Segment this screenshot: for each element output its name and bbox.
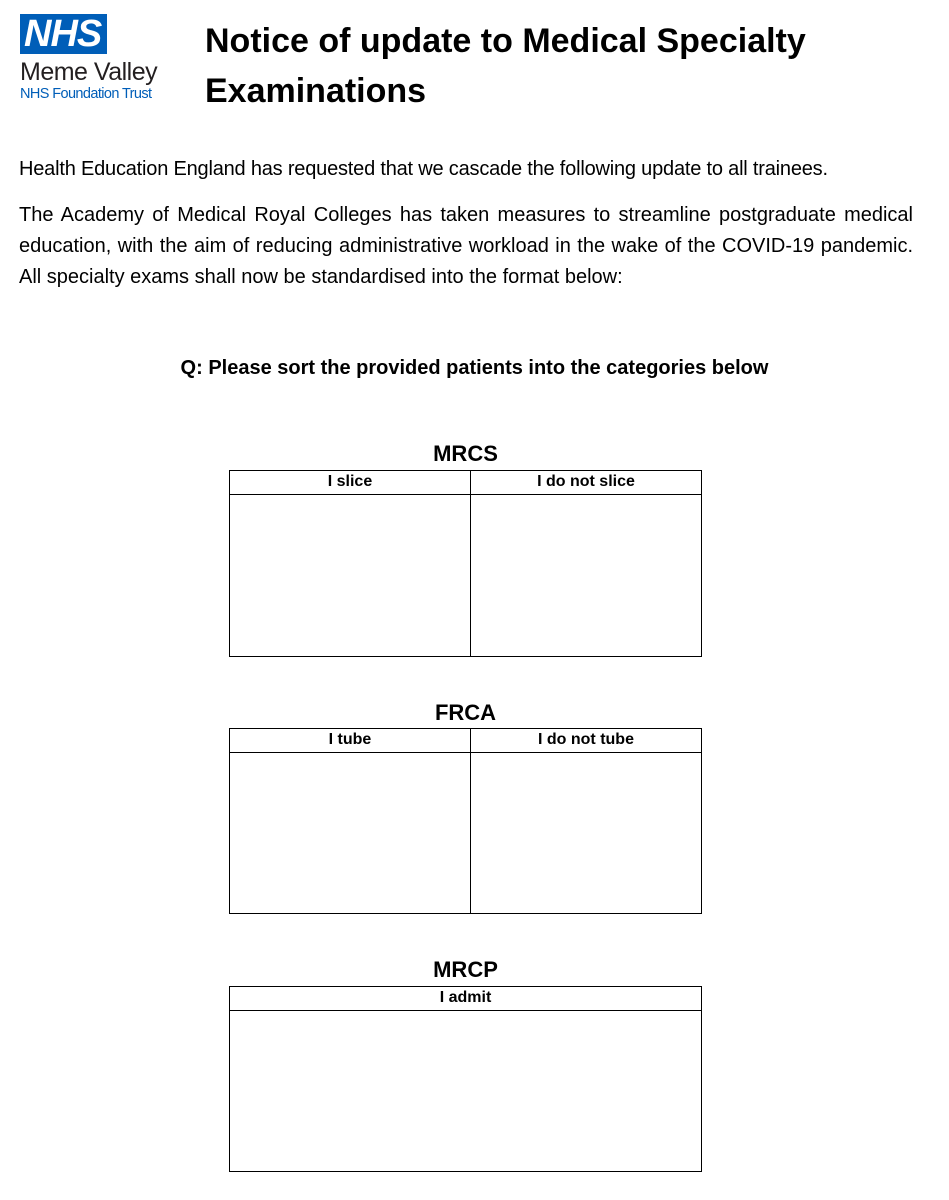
mrcs-not-slice-answer-box[interactable] (471, 495, 701, 656)
mrcs-column-header-not-slice: I do not slice (471, 471, 701, 495)
mrcp-table (229, 986, 702, 1172)
trust-subtitle: NHS Foundation Trust (20, 86, 152, 102)
page-title: Notice of update to Medical Specialty Examinations (205, 22, 806, 110)
frca-column-header-tube: I tube (230, 729, 471, 753)
mrcs-table (229, 470, 702, 657)
intro-paragraph: Health Education England has requested that we cascade the following update to all trainees. (19, 158, 828, 180)
nhs-badge: NHS (20, 14, 107, 54)
mrcp-admit-answer-box[interactable] (230, 1011, 701, 1171)
mrcs-column-header-slice: I slice (230, 471, 471, 495)
trust-name: Meme Valley (20, 58, 158, 86)
update-paragraph: The Academy of Medical Royal Colleges has taken measures to streamline postgraduate medical education, with the aim of reducing administrative workload in the wake of the COVID-19 pandemic. All specialty exams shall now be standardised into the format below: (19, 204, 913, 288)
frca-column-header-not-tube: I do not tube (471, 729, 701, 753)
frca-table (229, 728, 702, 914)
mrcp-column-header-admit: I admit (230, 987, 701, 1011)
frca-heading: FRCA (434, 700, 497, 725)
mrcs-heading: MRCS (433, 441, 498, 466)
mrcs-slice-answer-box[interactable] (230, 495, 471, 656)
nhs-trust-logo (20, 14, 190, 102)
mrcp-heading: MRCP (433, 957, 498, 982)
exam-question: Q: Please sort the provided patients into the categories below (180, 357, 769, 379)
frca-tube-answer-box[interactable] (230, 753, 471, 913)
frca-not-tube-answer-box[interactable] (471, 753, 701, 913)
